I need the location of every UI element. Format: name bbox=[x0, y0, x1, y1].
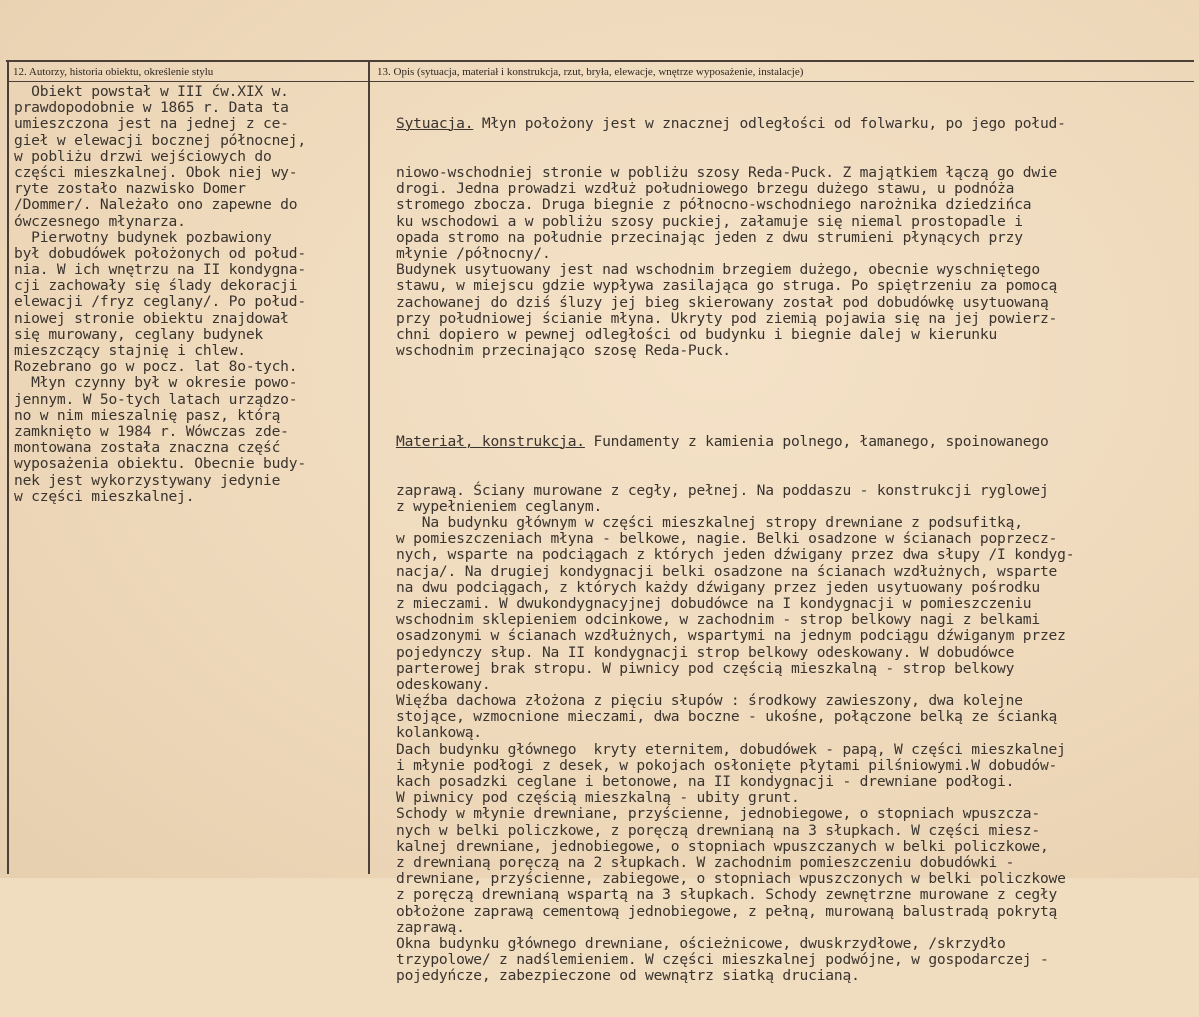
history-line: umieszczona jest na jednej z ce- bbox=[14, 115, 289, 133]
history-line: montowana została znaczna część bbox=[14, 439, 281, 457]
history-line: cji zachowały się ślady dekoracji bbox=[14, 277, 298, 295]
material-heading: Materiał, konstrukcja. bbox=[396, 433, 585, 451]
material-line: z poręczą drewnianą wspartą na 3 słupkach. Schody zewnętrzne murowane z cegły bbox=[396, 886, 1058, 904]
material-line: kolankową. bbox=[396, 724, 482, 742]
material-line: wschodnim sklepieniem odcinkowe, w zachodnim - strop belkowy nagi z belkami bbox=[396, 611, 1040, 629]
history-line: ryte zostało nazwisko Domer bbox=[14, 180, 246, 198]
material-paragraph bbox=[396, 483, 1191, 985]
material-line: zaprawą. bbox=[396, 918, 465, 936]
material-line: pojedynczy słup. Na II kondygnacji strop belkowy odeskowany. W dobudówce bbox=[396, 643, 1015, 661]
history-line: prawdopodobnie w 1865 r. Data ta bbox=[14, 99, 289, 117]
material-line: W piwnicy pod częścią mieszkalną - ubity grunt. bbox=[396, 789, 800, 807]
history-line: Rozebrano go w pocz. lat 8o-tych. bbox=[14, 358, 298, 376]
history-line: Młyn czynny był w okresie powo- bbox=[14, 374, 298, 392]
left-header-rule bbox=[8, 81, 368, 82]
right-section-header: 13. Opis (sytuacja, materiał i konstrukcja, rzut, bryła, elewacje, wnętrze wyposażenie, instalacje) bbox=[377, 66, 804, 78]
history-line: zamknięto w 1984 r. Wówczas zde- bbox=[14, 422, 289, 440]
history-line: /Dommer/. Należało ono zapewne do bbox=[14, 196, 298, 214]
history-line: części mieszkalnej. Obok niej wy- bbox=[14, 163, 298, 181]
material-line: Więźba dachowa złożona z pięciu słupów : środkowy zawieszony, dwa kolejne bbox=[396, 692, 1023, 710]
top-rule bbox=[6, 60, 1194, 62]
column-divider bbox=[368, 62, 370, 874]
material-first-line bbox=[396, 434, 1191, 450]
situation-line: stawu, w miejscu gdzie wypływa zasilająca go struga. Po spiętrzeniu za pomocą bbox=[396, 277, 1058, 295]
material-line: z wypełnieniem ceglanym. bbox=[396, 497, 603, 515]
material-line: Okna budynku głównego drewniane, ościeżnicowe, dwuskrzydłowe, /skrzydło bbox=[396, 934, 1006, 952]
situation-line: niowo-wschodniej stronie w pobliżu szosy Reda-Puck. Z majątkiem łączą go dwie bbox=[396, 164, 1058, 181]
situation-heading: Sytuacja. bbox=[396, 115, 474, 133]
material-line: stojące, wzmocnione mieczami, dwa boczne - ukośne, połączone belką ze ścianką bbox=[396, 708, 1058, 726]
material-line: osadzonymi w ścianach wzdłużnych, wspartymi na jednym podciągu dźwiganym przez bbox=[396, 627, 1066, 645]
history-line: w pobliżu drzwi wejściowych do bbox=[14, 147, 272, 165]
situation-line: chni dopiero w pewnej odległości od budynku i biegnie dalej w kierunku bbox=[396, 325, 998, 343]
situation-paragraph bbox=[396, 165, 1191, 359]
description-text bbox=[396, 84, 1191, 1017]
situation-first-rest: Młyn położony jest w znacznej odległości od folwarku, po jego połud- bbox=[473, 115, 1066, 133]
history-line: ówczesnego młynarza. bbox=[14, 212, 186, 230]
material-line: nych, wsparte na podciągach z których jeden dźwigany przez dwa słupy /I kondyg- bbox=[396, 546, 1075, 564]
situation-line: wschodnim przecinająco szosę Reda-Puck. bbox=[396, 342, 731, 360]
situation-line: Budynek usytuowany jest nad wschodnim brzegiem dużego, obecnie wyschniętego bbox=[396, 261, 1040, 279]
situation-line: drogi. Jedna prowadzi wzdłuż południowego brzegu dużego stawu, u podnóża bbox=[396, 180, 1015, 198]
material-line: pojedyńcze, zabezpieczone od wewnątrz siatką drucianą. bbox=[396, 967, 860, 985]
material-line: Schody w młynie drewniane, przyścienne, jednobiegowe, o stopniach wpuszcza- bbox=[396, 805, 1040, 823]
left-section-header: 12. Autorzy, historia obiektu, określenie stylu bbox=[13, 66, 214, 78]
material-line: i młynie podłogi z desek, w pokojach osłonięte płytami pilśniowymi.W dobudów- bbox=[396, 756, 1058, 774]
right-header-rule bbox=[370, 81, 1194, 82]
history-line: wyposażenia obiektu. Obecnie budy- bbox=[14, 455, 306, 473]
history-line: gieł w elewacji bocznej północnej, bbox=[14, 131, 306, 149]
material-line: parterowej brak stropu. W piwnicy pod częścią mieszkalną - strop belkowy bbox=[396, 659, 1015, 677]
situation-line: zachowanej do dziś śluzy jej bieg skierowany został pod dobudówkę usytuowaną bbox=[396, 293, 1049, 311]
material-line: w pomieszczeniach młyna - belkowe, nagie. Belki osadzone w ścianach poprzecz- bbox=[396, 530, 1058, 548]
material-line: obłożone zaprawą cementową jednobiegowe, z pełną, murowaną balustradą pokrytą bbox=[396, 902, 1058, 920]
material-first-rest: Fundamenty z kamienia polnego, łamanego, spoinowanego bbox=[584, 433, 1049, 451]
left-border bbox=[7, 62, 9, 874]
material-line: zaprawą. Ściany murowane z cegły, pełnej. Na poddaszu - konstrukcji ryglowej bbox=[396, 481, 1049, 499]
history-line: elewacji /fryz ceglany/. Po połud- bbox=[14, 293, 306, 311]
history-text bbox=[14, 84, 364, 505]
material-line: nacja/. Na drugiej kondygnacji belki osadzone na ścianach wzdłużnych, wsparte bbox=[396, 562, 1058, 580]
situation-line: młynie /północny/. bbox=[396, 244, 551, 262]
history-line: mieszczący stajnię i chlew. bbox=[14, 342, 246, 359]
history-line: Pierwotny budynek pozbawiony bbox=[14, 228, 272, 246]
material-line: z drewnianą poręczą na 2 słupkach. W zachodnim pomieszczeniu dobudówki - bbox=[396, 853, 1015, 871]
material-line: z mieczami. W dwukondygnacyjnej dobudówce na I kondygnacji w pomieszczeniu bbox=[396, 594, 1032, 612]
material-line: kach posadzki ceglane i betonowe, na II kondygnacji - drewniane podłogi. bbox=[396, 773, 1015, 791]
material-line: kalnej drewniane, jednobiegowe, o stopniach wpuszczanych w belki policzkowe, bbox=[396, 837, 1049, 855]
history-line: Obiekt powstał w III ćw.XIX w. bbox=[14, 83, 289, 100]
history-line: nia. W ich wnętrzu na II kondygna- bbox=[14, 261, 306, 279]
history-line: w części mieszkalnej. bbox=[14, 487, 195, 505]
situation-line: stromego zbocza. Druga biegnie z północno-wschodniego narożnika dziedzińca bbox=[396, 196, 1032, 214]
material-line: nych w belki policzkowe, z poręczą drewnianą na 3 słupkach. W części miesz- bbox=[396, 821, 1040, 839]
situation-line: opada stromo na południe przecinając jeden z dwu strumieni płynących przy bbox=[396, 228, 1023, 246]
material-line: na dwu podciągach, z których każdy dźwigany przez jeden usytuowany pośrodku bbox=[396, 578, 1040, 596]
material-line: trzypolowe/ z nadślemieniem. W części mieszkalnej podwójne, w gospodarczej - bbox=[396, 951, 1049, 969]
material-line: drewniane, przyścienne, zabiegowe, o stopniach wpuszczonych w belki policzkowe bbox=[396, 870, 1066, 888]
material-line: odeskowany. bbox=[396, 675, 491, 693]
material-line: Na budynku głównym w części mieszkalnej stropy drewniane z podsufitką, bbox=[396, 514, 1023, 532]
history-line: był dobudówek położonych od połud- bbox=[14, 244, 306, 262]
situation-line: ku wschodowi a w pobliżu szosy puckiej, załamuje się niemal prostopadle i bbox=[396, 212, 1023, 230]
history-line: nek jest wykorzystywany jedynie bbox=[14, 471, 281, 489]
history-line: jennym. W 5o-tych latach urządzo- bbox=[14, 390, 298, 408]
history-line: się murowany, ceglany budynek bbox=[14, 325, 263, 343]
situation-line: przy południowej ścianie młyna. Ukryty pod ziemią pojawia się na jej powierz- bbox=[396, 309, 1058, 327]
history-line: no w nim mieszalnię pasz, którą bbox=[14, 406, 281, 424]
situation-first-line bbox=[396, 116, 1191, 132]
material-line: Dach budynku głównego kryty eternitem, dobudówek - papą, W części mieszkalnej bbox=[396, 740, 1066, 758]
history-line: niowej stronie obiektu znajdował bbox=[14, 309, 289, 327]
